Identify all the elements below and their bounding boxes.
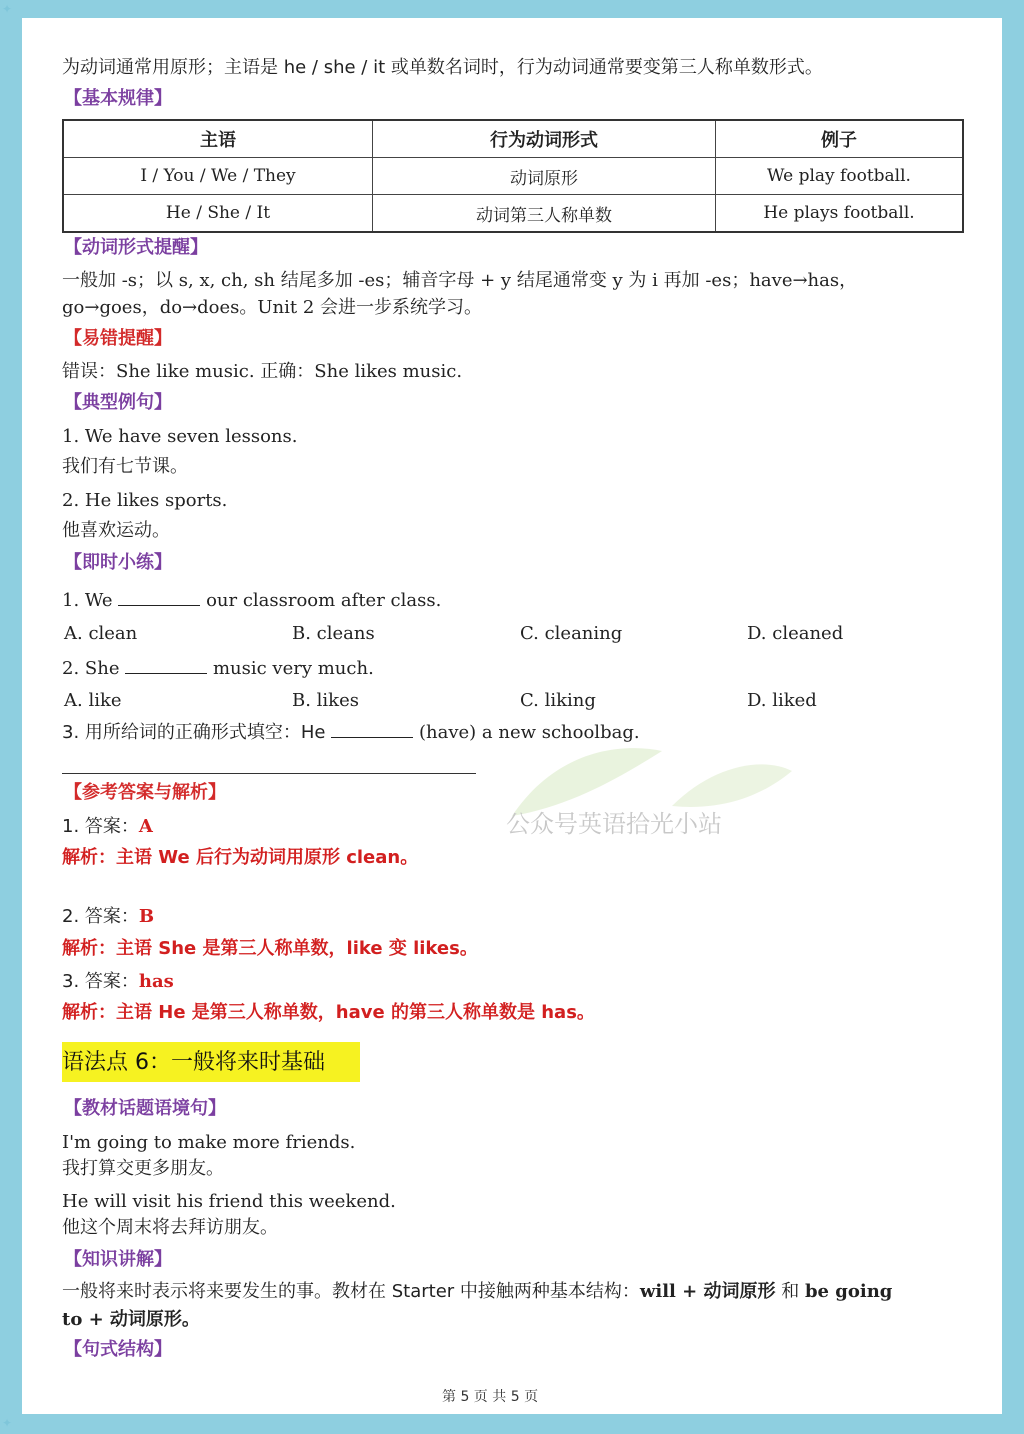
context-2-en: He will visit his friend this weekend. [62, 1191, 396, 1212]
heading-basic-rules: 【基本规律】 [64, 88, 172, 109]
heading-common-errors: 【易错提醒】 [64, 328, 172, 349]
knowledge-line1 [62, 1280, 892, 1304]
option: D. liked [747, 690, 817, 711]
table-cell: I / You / We / They [63, 158, 373, 195]
question-2-pre: 2. She [62, 658, 120, 679]
knowledge-intro: 一般将来时表示将来要发生的事。教材在 Starter 中接触两种基本结构： [62, 1281, 640, 1302]
table-header-cell: 主语 [63, 120, 373, 158]
answer-1 [62, 815, 153, 839]
heading-sentence-structure: 【句式结构】 [64, 1339, 172, 1360]
example-2-cn: 他喜欢运动。 [62, 520, 170, 541]
option: D. cleaned [747, 623, 844, 644]
question-1-post: our classroom after class. [206, 590, 442, 611]
example-2-en: 2. He likes sports. [62, 490, 228, 511]
structure-will: will + 动词原形 [639, 1281, 776, 1302]
heading-typical-examples: 【典型例句】 [64, 392, 172, 413]
table-cell: We play football. [716, 158, 964, 195]
question-3-post: (have) a new schoolbag. [418, 722, 640, 743]
table-cell: 动词原形 [373, 158, 716, 195]
form-rule-line1: 一般加 -s；以 s, x, ch, sh 结尾多加 -es；辅音字母 + y 结尾通常变 y 为 i 再加 -es；have→has， [62, 270, 858, 291]
answer-2-label: 2. 答案： [62, 906, 139, 927]
knowledge-and: 和 [775, 1281, 805, 1302]
context-1-en: I'm going to make more friends. [62, 1132, 356, 1153]
error-example: 错误：She like music. 正确：She likes music. [62, 361, 463, 382]
option: B. likes [292, 690, 359, 711]
knowledge-line2: to + 动词原形。 [62, 1309, 200, 1330]
answer-1-value: A [138, 816, 153, 837]
context-1-cn: 我打算交更多朋友。 [62, 1158, 224, 1179]
table-row [63, 158, 963, 195]
example-1-en: 1. We have seven lessons. [62, 426, 298, 447]
answer-3-value: has [138, 971, 174, 992]
heading-verb-form: 【动词形式提醒】 [64, 237, 208, 258]
answer-2-value: B [138, 906, 155, 927]
table-cell: He plays football. [716, 195, 964, 233]
answer-1-explanation: 解析：主语 We 后行为动词用原形 clean。 [62, 847, 419, 868]
option: C. liking [520, 690, 596, 711]
answer-2-explanation: 解析：主语 She 是第三人称单数，like 变 likes。 [62, 938, 478, 959]
table-cell: 动词第三人称单数 [373, 195, 716, 233]
option: A. like [64, 690, 122, 711]
form-rule-line2: go→goes，do→does。Unit 2 会进一步系统学习。 [62, 297, 483, 318]
table-header-cell: 例子 [716, 120, 964, 158]
question-3-pre: 3. 用所给词的正确形式填空：He [62, 722, 326, 743]
structure-be-going: be going [804, 1281, 893, 1302]
table-row [63, 195, 963, 233]
heading-knowledge: 【知识讲解】 [64, 1249, 172, 1270]
answer-1-label: 1. 答案： [62, 816, 139, 837]
heading-context-sentences: 【教材话题语境句】 [64, 1098, 226, 1119]
option: B. cleans [292, 623, 375, 644]
question-1 [62, 587, 441, 613]
heading-answers: 【参考答案与解析】 [64, 782, 226, 803]
question-1-pre: 1. We [62, 590, 113, 611]
table-header-row [63, 120, 963, 158]
section-title: 语法点 6：一般将来时基础 [62, 1050, 325, 1075]
answer-3-explanation: 解析：主语 He 是第三人称单数，have 的第三人称单数是 has。 [62, 1002, 595, 1023]
rules-table [62, 119, 964, 233]
answer-2 [62, 905, 154, 929]
context-2-cn: 他这个周末将去拜访朋友。 [62, 1217, 278, 1238]
heading-practice: 【即时小练】 [64, 552, 172, 573]
watermark-text: 公众号英语拾光小站 [506, 810, 722, 838]
question-2 [62, 655, 374, 681]
corner-sparkle-icon: ✦ [2, 2, 13, 16]
answer-blank [331, 719, 413, 738]
divider-line [62, 773, 476, 774]
answer-3-label: 3. 答案： [62, 971, 139, 992]
table-cell: He / She / It [63, 195, 373, 233]
intro-text: 为动词通常用原形；主语是 he / she / it 或单数名词时，行为动词通常要变第三人称单数形式。 [62, 57, 823, 78]
question-2-post: music very much. [212, 658, 374, 679]
option: A. clean [64, 623, 138, 644]
option: C. cleaning [520, 623, 623, 644]
corner-sparkle-icon: ✦ [2, 1416, 13, 1430]
example-1-cn: 我们有七节课。 [62, 456, 188, 477]
table-header-cell: 行为动词形式 [373, 120, 716, 158]
page-footer: 第 5 页 共 5 页 [442, 1389, 539, 1405]
answer-3 [62, 970, 174, 994]
answer-blank [118, 587, 200, 606]
document-page [22, 18, 1002, 1414]
answer-blank [125, 655, 207, 674]
